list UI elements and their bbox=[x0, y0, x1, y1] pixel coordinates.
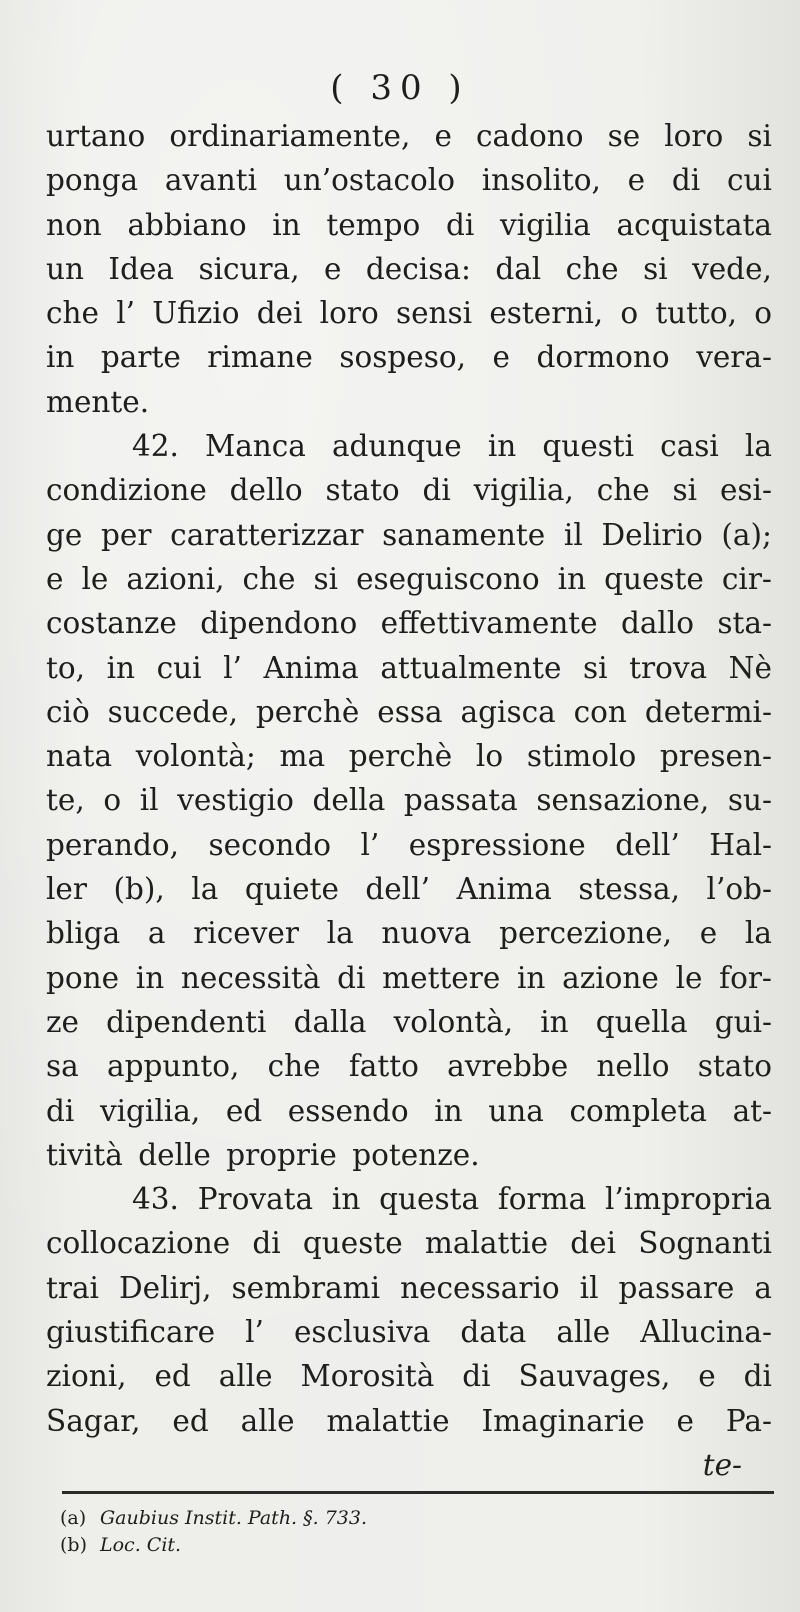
text-line: che l’ Ufizio dei loro sensi esterni, o tutto, o bbox=[46, 296, 772, 331]
page-number: ( 30 ) bbox=[330, 68, 470, 108]
text-line: non abbiano in tempo di vigilia acquistata bbox=[46, 207, 772, 242]
footnotes bbox=[60, 1505, 367, 1559]
text-line: ler (b), la quiete dell’ Anima stessa, l’ob- bbox=[46, 872, 772, 907]
text-line: to, in cui l’ Anima attualmente si trova Nè bbox=[46, 650, 772, 685]
text-line: ciò succede, perchè essa agisca con determi- bbox=[46, 694, 772, 729]
catchword: te- bbox=[702, 1447, 742, 1482]
text-line: nata volontà; ma perchè lo stimolo presen- bbox=[46, 739, 772, 774]
paragraph-43-start: 43. Provata in questa forma l’impropria bbox=[132, 1182, 772, 1217]
text-line: un Idea sicura, e decisa: dal che si vede, bbox=[46, 251, 772, 286]
text-line: urtano ordinariamente, e cadono se loro si bbox=[46, 119, 772, 153]
footnote-mark: (b) bbox=[60, 1534, 87, 1556]
text-line: e le azioni, che si eseguiscono in queste cir- bbox=[46, 561, 772, 596]
footnote-a bbox=[60, 1505, 367, 1532]
text-line: zioni, ed alle Morosità di Sauvages, e di bbox=[46, 1359, 772, 1394]
text-line: tività delle proprie potenze. bbox=[46, 1137, 480, 1172]
body-text bbox=[46, 114, 772, 1487]
footnote-rule bbox=[62, 1491, 774, 1494]
text-line: in parte rimane sospeso, e dormono vera- bbox=[46, 340, 772, 375]
text-line: ze dipendenti dalla volontà, in quella gui- bbox=[46, 1004, 772, 1039]
text-line: mente. bbox=[46, 384, 150, 419]
text-line: sa appunto, che fatto avrebbe nello stato bbox=[46, 1049, 772, 1084]
footnote-text: Gaubius Instit. Path. §. 733. bbox=[100, 1507, 368, 1529]
text-line: ge per caratterizzar sanamente il Delirio (a); bbox=[46, 517, 772, 552]
text-line: condizione dello stato di vigilia, che si esi- bbox=[46, 473, 772, 508]
text-line: bliga a ricever la nuova percezione, e la bbox=[46, 916, 772, 951]
text-line: di vigilia, ed essendo in una completa at- bbox=[46, 1093, 772, 1128]
text-line: costanze dipendono effettivamente dallo sta- bbox=[46, 606, 772, 641]
text-line: trai Delirj, sembrami necessario il passare a bbox=[46, 1270, 772, 1305]
text-line: te, o il vestigio della passata sensazione, su- bbox=[46, 783, 772, 818]
text-line: giustificare l’ esclusiva data alle Allucina- bbox=[46, 1315, 772, 1350]
text-line: ponga avanti un’ostacolo insolito, e di cui bbox=[46, 163, 772, 198]
text-line: pone in necessità di mettere in azione le for- bbox=[46, 960, 772, 995]
text-line: Sagar, ed alle malattie Imaginarie e Pa- bbox=[46, 1403, 772, 1438]
footnote-b bbox=[60, 1532, 367, 1559]
footnote-text: Loc. Cit. bbox=[100, 1534, 182, 1556]
text-line: collocazione di queste malattie dei Sognanti bbox=[46, 1226, 772, 1261]
paragraph-42-start: 42. Manca adunque in questi casi la bbox=[132, 429, 772, 464]
text-line: perando, secondo l’ espressione dell’ Hal- bbox=[46, 827, 772, 862]
footnote-mark: (a) bbox=[60, 1507, 87, 1529]
